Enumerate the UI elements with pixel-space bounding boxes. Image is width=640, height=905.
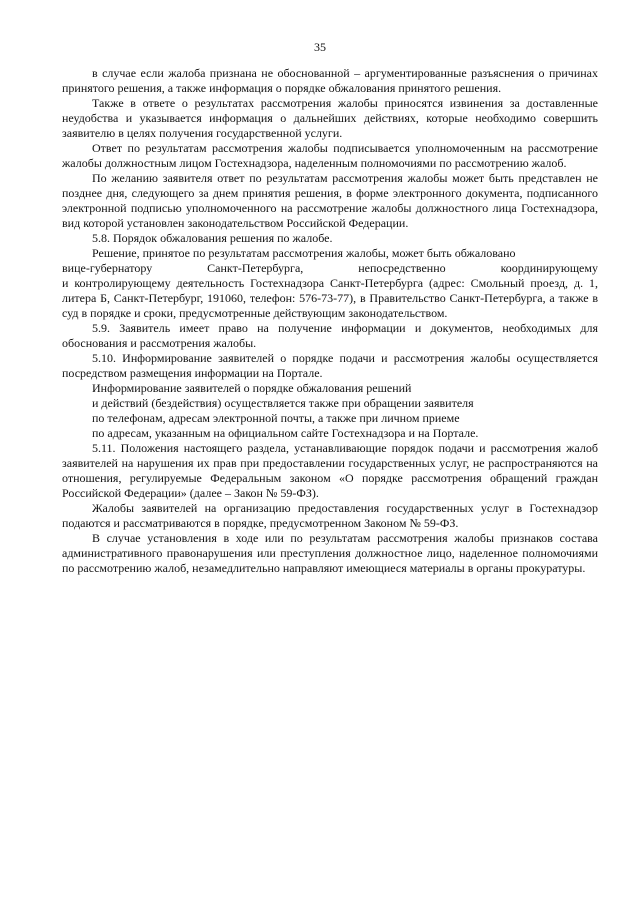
informing-line3: по телефонам, адресам электронной почты, а также при личном приеме [92,411,460,425]
paragraph-electronic-answer: По желанию заявителя ответ по результатам рассмотрения жалобы может быть представлен не позднее дня, следующего за днем принятия решения, в форме электронного документа, подписанного электронной подписью уполномоченного на рассмотрение жалобы должностного лица Гостехнадзора, вид которой установлен законодательством Российской Федерации. [62,171,598,230]
paragraph-5-11: 5.11. Положения настоящего раздела, устанавливающие порядок подачи и рассмотрения жалоб заявителей на нарушения их прав при предоставлении государственных услуг, не распространяются на отношения, регулируемые Федеральным законом «О порядке рассмотрения обращений граждан Российской Федерации» (далее – Закон № 59-ФЗ). [62,441,598,500]
paragraph-signature: Ответ по результатам рассмотрения жалобы подписывается уполномоченным на рассмотрение жалобы должностным лицом Гостехнадзора, наделенным полномочиями по рассмотрению жалоб. [62,141,598,170]
paragraph-informing [62,381,598,441]
paragraph-appeal-line1: Решение, принятое по результатам рассмотрения жалобы, может быть обжаловано [92,246,516,260]
page-number: 35 [314,40,326,54]
paragraph-prosecutor: В случае установления в ходе или по результатам рассмотрения жалобы признаков состава административного правонарушения или преступления должностное лицо, наделенное полномочиями по рассмотрению жалоб, незамедлительно направляют имеющиеся материалы в органы прокуратуры. [62,531,598,575]
document-body [62,66,598,576]
section-heading-5-8: 5.8. Порядок обжалования решения по жалобе. [92,231,333,245]
paragraph-appeal [62,246,598,321]
informing-line4: по адресам, указанным на официальном сайте Гостехнадзора и на Портале. [92,426,479,440]
informing-line1: Информирование заявителей о порядке обжалования решений [92,381,412,395]
paragraph-complaints-organization: Жалобы заявителей на организацию предоставления государственных услуг в Гостехнадзор подаются и рассматриваются в порядке, предусмотренном Законом № 59-ФЗ. [62,501,598,530]
paragraph-apology: Также в ответе о результатах рассмотрения жалобы приносятся извинения за доставленные неудобства и указывается информация о дальнейших действиях, которые необходимо совершить заявителю в целях получения государственной услуги. [62,96,598,140]
paragraph-result-rejected: в случае если жалоба признана не обоснованной – аргументированные разъяснения о причинах принятого решения, а также информация о порядке обжалования принятого решения. [62,66,598,95]
appeal-word-3: непосредственно [358,261,446,275]
paragraph-appeal-line2 [62,261,598,276]
appeal-word-4: координирующему [500,261,598,275]
paragraph-5-9: 5.9. Заявитель имеет право на получение информации и документов, необходимых для обоснования и рассмотрения жалобы. [62,321,598,350]
paragraph-5-10: 5.10. Информирование заявителей о порядке подачи и рассмотрения жалобы осуществляется посредством размещения информации на Портале. [62,351,598,380]
appeal-word-1: вице-губернатору [62,261,153,275]
appeal-word-2: Санкт-Петербурга, [207,261,304,275]
paragraph-appeal-rest: и контролирующему деятельность Гостехнадзора Санкт-Петербурга (адрес: Смольный проезд, д. 1, литера Б, Санкт-Петербург, 191060, телефон: 576-73-77), в Правительство Санкт-Петербурга, а также в суд в порядке и сроки, предусмотренные действующим законодательством. [62,276,598,320]
informing-line2: и действий (бездействия) осуществляется также при обращении заявителя [92,396,474,410]
